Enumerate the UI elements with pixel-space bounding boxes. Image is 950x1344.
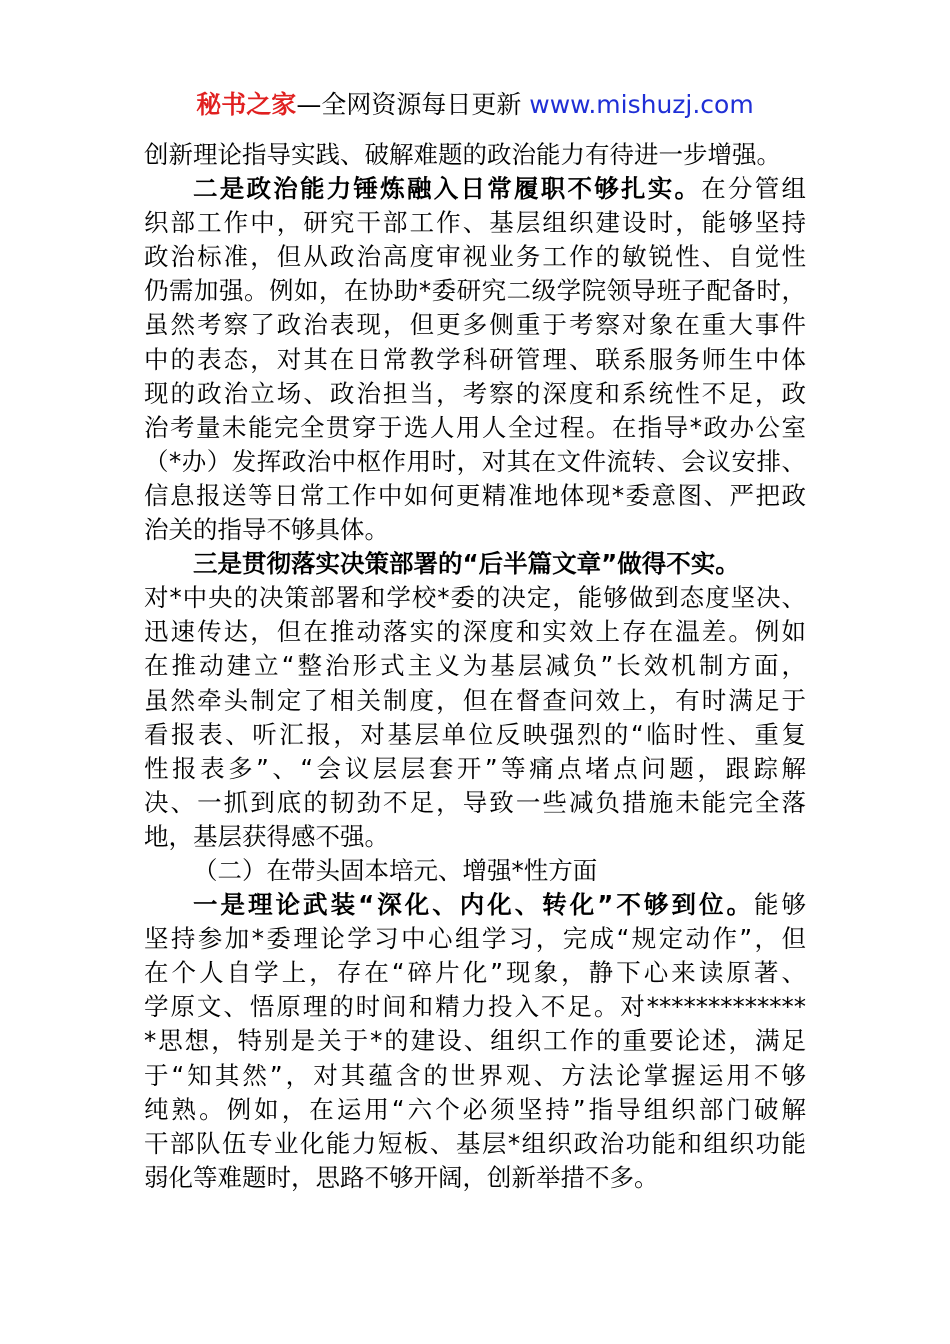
- text-line: [144, 138, 806, 172]
- bold-lead-sentence: 二是政治能力锤炼融入日常履职不够扎实。: [193, 174, 702, 204]
- text-line: [144, 1059, 806, 1093]
- line-text: 决、一抓到底的韧劲不足，导致一些减负措施未能完全落: [144, 787, 806, 817]
- header-dash: —: [296, 90, 322, 119]
- text-line: [144, 581, 806, 615]
- line-text: 看报表、听汇报，对基层单位反映强烈的“临时性、重复: [144, 719, 806, 749]
- bold-lead-sentence: 三是贯彻落实决策部署的“后半篇文章”做得不实。: [193, 549, 740, 579]
- line-text: 虽然牵头制定了相关制度，但在督查问效上，有时满足于: [144, 685, 806, 715]
- line-text: *思想，特别是关于*的建设、组织工作的重要论述，满足: [144, 1026, 806, 1056]
- line-text: 虽然考察了政治表现，但更多侧重于考察对象在重大事件: [144, 310, 806, 340]
- line-text: 在分管组: [701, 174, 806, 204]
- line-text: 地，基层获得感不强。: [144, 821, 389, 851]
- text-line: [144, 820, 806, 854]
- line-text: 创新理论指导实践、破解难题的政治能力有待进一步增强。: [144, 140, 781, 169]
- line-text: 信息报送等日常工作中如何更精准地体现*委意图、严把政: [144, 480, 806, 510]
- line-text: 中的表态，对其在日常教学科研管理、联系服务师生中体: [144, 344, 806, 374]
- text-line: [144, 206, 806, 240]
- text-line: [144, 956, 806, 990]
- text-line: [144, 411, 806, 445]
- line-text: 学原文、悟原理的时间和精力投入不足。对*************: [144, 992, 806, 1022]
- text-line: [144, 513, 806, 547]
- text-line: [144, 990, 806, 1024]
- text-line: [144, 649, 806, 683]
- site-url-link[interactable]: www.mishuzj.com: [529, 90, 754, 119]
- line-text: 在个人自学上，存在“碎片化”现象，静下心来读原著、: [144, 958, 806, 988]
- line-text: 仍需加强。例如，在协助*委研究二级学院领导班子配备时，: [144, 276, 806, 306]
- text-line: [144, 786, 806, 820]
- text-line: [144, 479, 806, 513]
- text-line: [144, 718, 806, 752]
- text-line: [144, 240, 806, 274]
- text-line: [144, 1161, 806, 1195]
- line-text: （二）在带头固本培元、增强*性方面: [193, 855, 598, 885]
- text-line: [144, 308, 806, 342]
- line-text: 坚持参加*委理论学习中心组学习，完成“规定动作”，但: [144, 924, 806, 954]
- document-body: [144, 138, 806, 1195]
- text-line: [144, 1127, 806, 1161]
- line-text: 治考量未能完全贯穿于选人用人全过程。在指导*政办公室: [144, 412, 806, 442]
- text-line: [144, 547, 806, 581]
- line-text: 弱化等难题时，思路不够开阔，创新举措不多。: [144, 1162, 659, 1192]
- bold-lead-sentence: 一是理论武装“深化、内化、转化”不够到位。: [193, 890, 754, 920]
- text-line: [144, 377, 806, 411]
- text-line: [144, 1024, 806, 1058]
- site-brand: 秘书之家: [196, 90, 297, 119]
- text-line: [144, 274, 806, 308]
- line-text: 现的政治立场、政治担当，考察的深度和系统性不足，政: [144, 378, 806, 408]
- text-line: [144, 1093, 806, 1127]
- line-text: 干部队伍专业化能力短板、基层*组织政治功能和组织功能: [144, 1128, 806, 1158]
- site-header: [0, 88, 950, 122]
- text-line: [144, 854, 806, 888]
- site-tagline: 全网资源每日更新: [321, 90, 522, 119]
- line-text: 对*中央的决策部署和学校*委的决定，能够做到态度坚决、: [144, 583, 806, 613]
- text-line: [144, 922, 806, 956]
- line-text: 治关的指导不够具体。: [144, 515, 389, 545]
- text-line: [144, 684, 806, 718]
- line-text: 织部工作中，研究干部工作、基层组织建设时，能够坚持: [144, 208, 806, 238]
- line-text: 政治标准，但从政治高度审视业务工作的敏锐性、自觉性: [144, 242, 806, 272]
- line-text: 于“知其然”，对其蕴含的世界观、方法论掌握运用不够: [144, 1060, 806, 1090]
- line-text: （*办）发挥政治中枢作用时，对其在文件流转、会议安排、: [144, 446, 806, 476]
- line-text: 性报表多”、“会议层层套开”等痛点堵点问题，跟踪解: [144, 753, 806, 783]
- text-line: [144, 445, 806, 479]
- line-text: 纯熟。例如，在运用“六个必须坚持”指导组织部门破解: [144, 1094, 806, 1124]
- text-line: [144, 888, 806, 922]
- text-line: [144, 172, 806, 206]
- line-text: 能够: [754, 890, 807, 920]
- text-line: [144, 752, 806, 786]
- text-line: [144, 343, 806, 377]
- text-line: [144, 615, 806, 649]
- line-text: 在推动建立“整治形式主义为基层减负”长效机制方面，: [144, 651, 806, 681]
- line-text: 迅速传达，但在推动落实的深度和实效上存在温差。例如: [144, 617, 806, 647]
